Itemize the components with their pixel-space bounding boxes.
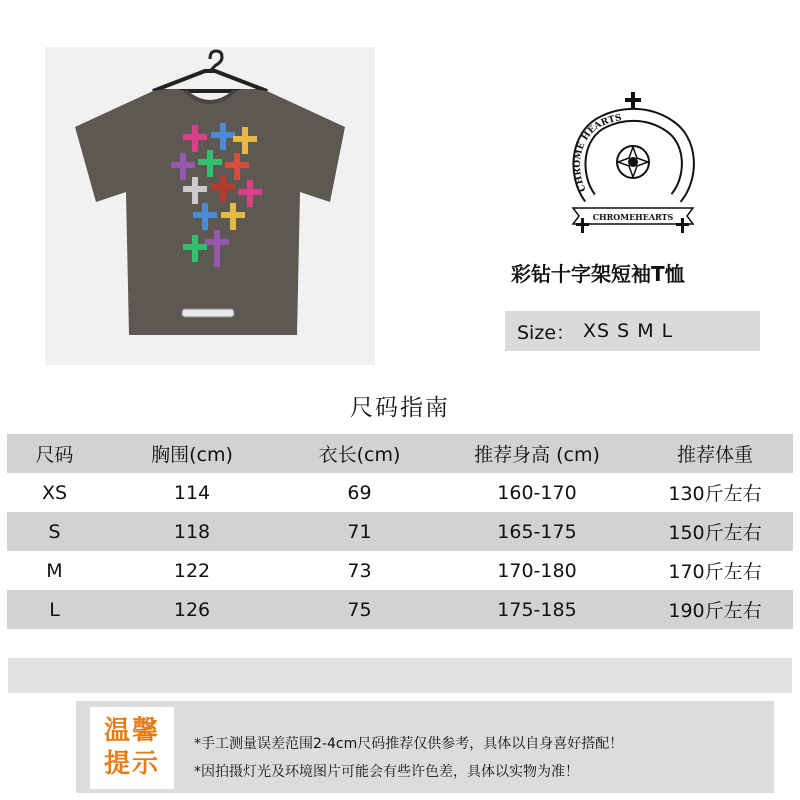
svg-text:CHROME HEARTS [573, 113, 623, 193]
product-title: 彩钻十字架短袖T恤 [511, 262, 685, 286]
table-row [7, 590, 793, 629]
length-cell: 75 [347, 598, 372, 621]
product-photo [45, 47, 375, 365]
brand-logo [568, 90, 698, 235]
notice-line: *因拍摄灯光及环境图片可能会有些许色差，具体以实物为准！ [194, 764, 579, 780]
divider-strip [8, 658, 792, 693]
chest-cell: 122 [173, 559, 211, 582]
header-length: 衣长(cm) [318, 444, 401, 466]
size-cell: XS [41, 481, 68, 504]
height-cell: 170-180 [497, 559, 577, 582]
weight-cell: 190斤左右 [668, 600, 762, 622]
weight-cell: 130斤左右 [668, 483, 762, 505]
header-chest: 胸围(cm) [151, 444, 233, 466]
size-cell: L [49, 598, 60, 621]
size-cell: M [46, 559, 63, 582]
height-cell: 160-170 [497, 481, 577, 504]
size-box [505, 311, 760, 351]
length-cell: 71 [347, 520, 372, 543]
notice-panel [76, 701, 774, 793]
floral-cross-icon [617, 146, 649, 178]
length-cell: 69 [347, 481, 372, 504]
header-height: 推荐身高 (cm) [474, 444, 600, 466]
logo-arc-text: CHROME HEARTS [572, 113, 623, 193]
notice-badge-line1: 温馨 [103, 716, 160, 746]
chest-cell: 114 [173, 481, 211, 504]
logo-banner-text: CHROMEHEARTS [592, 212, 674, 222]
chest-cell: 118 [173, 520, 211, 543]
tshirt-illustration [45, 47, 375, 365]
table-row [7, 551, 793, 590]
notice-badge [90, 707, 174, 789]
size-cell: S [48, 520, 61, 543]
table-header-row [7, 434, 793, 473]
chest-cell: 126 [173, 598, 211, 621]
length-cell: 73 [347, 559, 372, 582]
size-values: XS S M L [583, 320, 674, 342]
header-size: 尺码 [35, 444, 74, 466]
table-row [7, 473, 793, 512]
size-table [7, 434, 793, 629]
table-row [7, 512, 793, 551]
size-label: Size： [517, 321, 576, 344]
weight-cell: 150斤左右 [668, 522, 762, 544]
height-cell: 165-175 [497, 520, 577, 543]
notice-text [194, 730, 623, 786]
size-guide-title: 尺码指南 [350, 395, 450, 421]
height-cell: 175-185 [497, 598, 577, 621]
header-weight: 推荐体重 [676, 444, 753, 466]
weight-cell: 170斤左右 [668, 561, 762, 583]
chrome-hearts-horseshoe-logo [568, 90, 698, 235]
notice-badge-line2: 提示 [103, 749, 160, 779]
notice-line: *手工测量误差范围2-4cm尺码推荐仅供参考，具体以自身喜好搭配！ [194, 736, 624, 752]
